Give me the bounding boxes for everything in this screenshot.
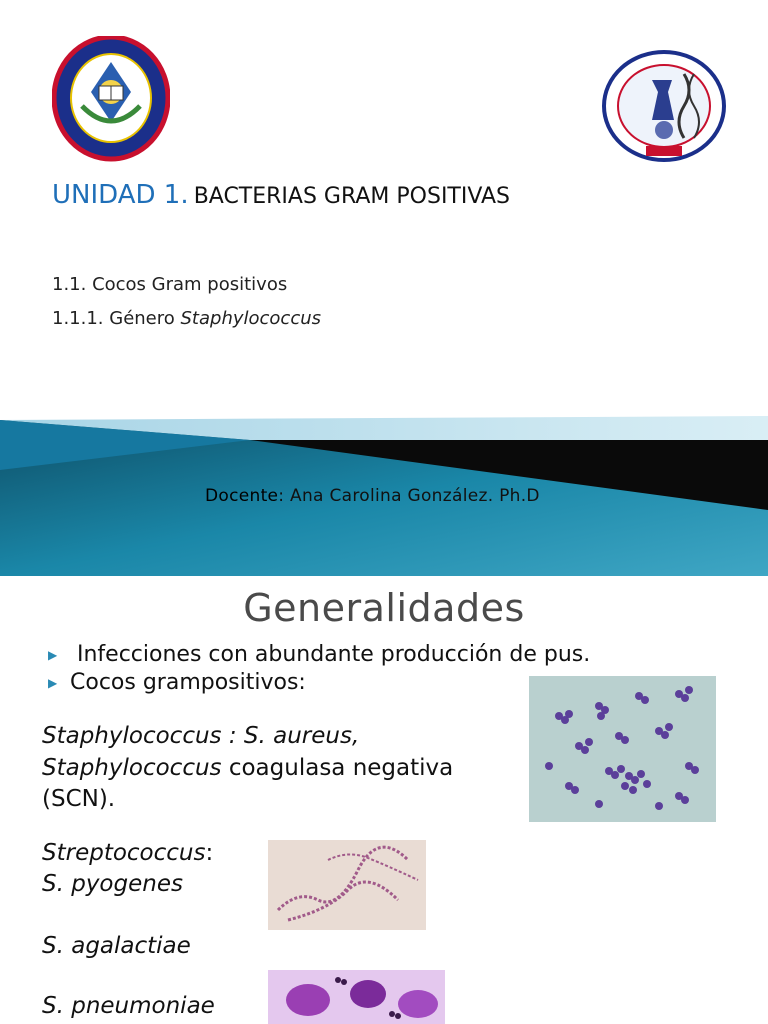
- bullet-arrow-icon: ▶: [48, 676, 58, 690]
- staph-line-1: Staphylococcus : S. aureus,: [42, 723, 360, 749]
- bullet-item: [48, 670, 306, 695]
- bullet-item: [48, 642, 590, 667]
- generalidades-slide: [0, 576, 768, 1024]
- teacher-label: Docente: [205, 486, 279, 506]
- bullet-text: Cocos grampositivos:: [70, 670, 306, 695]
- career-logo: [602, 50, 726, 162]
- staph-line-3: [42, 784, 115, 814]
- strep-genus: Streptococcus: [42, 840, 206, 866]
- bullet-arrow-icon: ▶: [48, 648, 58, 662]
- unit-heading: BACTERIAS GRAM POSITIVAS: [193, 184, 511, 209]
- subtopic-1: 1.1. Cocos Gram positivos: [52, 274, 288, 295]
- strep-colon: :: [205, 840, 214, 866]
- unit-title: [52, 180, 510, 210]
- slide-title: Generalidades: [243, 586, 525, 630]
- teacher-name: : Ana Carolina González. Ph.D: [278, 486, 540, 506]
- university-seal-logo: [52, 36, 170, 164]
- species-item: S. pyogenes: [42, 871, 183, 897]
- staphylococcus-micrograph: [529, 676, 716, 822]
- pneumococcus-micrograph: [268, 970, 445, 1024]
- strep-heading: [42, 838, 213, 868]
- species-item: S. agalactiae: [42, 933, 191, 959]
- staph-line-2: [42, 753, 453, 783]
- species-item: S. pneumoniae: [42, 993, 215, 1019]
- unit-label: UNIDAD 1.: [52, 180, 189, 210]
- staph-genus: Staphylococcus: [42, 755, 222, 781]
- subtopic-2-genus: Staphylococcus: [180, 308, 322, 329]
- staph-abbrev: (SCN).: [42, 786, 116, 812]
- staph-scn: coagulasa negativa: [221, 755, 454, 781]
- bullet-text: Infecciones con abundante producción de pus.: [70, 642, 591, 667]
- streptococcus-micrograph: [268, 840, 426, 930]
- subtopic-2-prefix: 1.1.1. Género: [52, 308, 181, 329]
- subtopic-2: [52, 308, 321, 329]
- teacher-credit: [205, 486, 540, 506]
